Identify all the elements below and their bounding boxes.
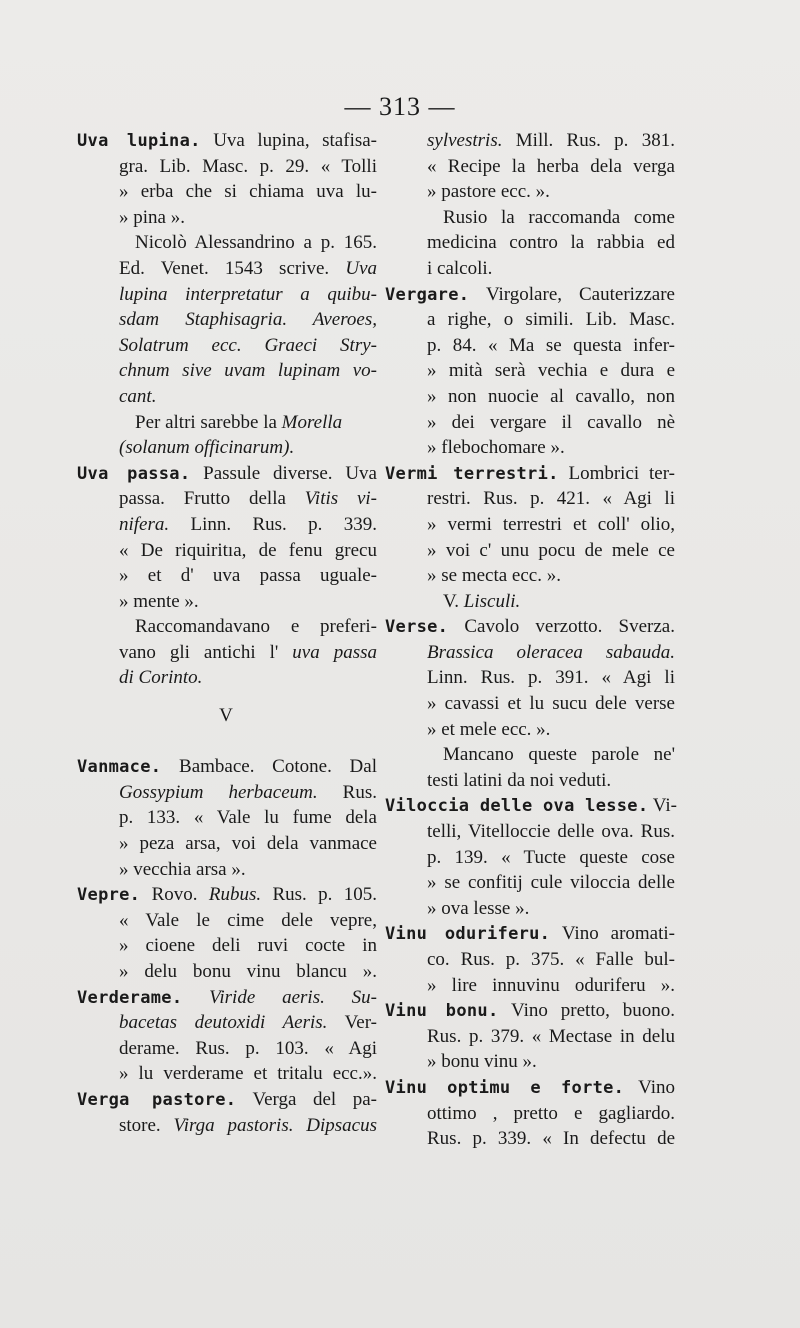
text-line: p. 84. « Ma se questa infer- [427, 334, 675, 356]
text-line: Solatrum ecc. Graeci Stry- [119, 334, 377, 356]
text-line: derame. Rus. p. 103. « Agi [119, 1037, 377, 1059]
text-line: » non nuocie al cavallo, non [427, 385, 675, 407]
text-line: Nicolò Alessandrino a p. 165. [135, 232, 377, 254]
text-line: ottimo , pretto e gagliardo. [427, 1102, 675, 1124]
text-line: « Recipe la herba dela verga [427, 155, 675, 177]
right-column [385, 128, 675, 1152]
text-line: Viloccia delle ova lesse. Vi- [385, 795, 677, 817]
text-line: » peza arsa, voi dela vanmace [119, 833, 377, 855]
text-line: Mancano queste parole ne' [443, 744, 675, 766]
text-line: » vecchia arsa ». [119, 858, 246, 880]
section-letter: V [219, 705, 233, 727]
text-line: a righe, o simili. Lib. Masc. [427, 309, 675, 331]
entry-headword: Vepre. [77, 885, 141, 906]
text-line: i calcoli. [427, 257, 493, 279]
text-line: Rusio la raccomanda come [443, 206, 675, 228]
text-line: cant. [119, 385, 157, 407]
text-line: Uva lupina. Uva lupina, stafisa- [77, 130, 378, 151]
entry-headword: Vinu oduriferu. [385, 924, 551, 945]
text-line: » lu verderame et tritalu ecc.». [119, 1063, 377, 1085]
text-line: Rus. p. 379. « Mectase in delu [427, 1025, 675, 1047]
entry-headword: Verga pastore. [77, 1089, 237, 1110]
text-line: » bonu vinu ». [427, 1051, 537, 1073]
text-line: telli, Vitelloccie delle ova. Rus. [427, 821, 675, 843]
text-line: nifera. Linn. Rus. p. 339. [119, 513, 377, 535]
text-line: » pina ». [119, 206, 185, 228]
entry-headword: Vinu bonu. [385, 1001, 499, 1022]
entry-headword: Uva passa. [77, 463, 191, 484]
text-line: « De riquiritıa, de fenu grecu [119, 539, 377, 561]
text-line: di Corinto. [119, 667, 203, 689]
text-line: gra. Lib. Masc. p. 29. « Tolli [119, 155, 377, 177]
text-line: passa. Frutto della Vitis vi- [119, 488, 377, 510]
text-line: Brassica oleracea sabauda. [427, 641, 675, 663]
text-line: Vepre. Rovo. Rubus. Rus. p. 105. [77, 884, 377, 906]
text-line: medicina contro la rabbia ed [427, 232, 675, 254]
entry-headword: Verse. [385, 617, 449, 638]
text-line: chnum sive uvam lupinam vo- [119, 360, 377, 382]
text-line: « Vale le cime dele vepre, [119, 909, 377, 931]
text-line: » et d' uva passa uguale- [119, 565, 377, 587]
entry-headword: Verderame. [77, 987, 183, 1008]
page-number: — 313 — [344, 92, 456, 121]
text-line: » se confitij cule viloccia delle [427, 872, 675, 894]
text-line: store. Virga pastoris. Dipsacus [119, 1114, 377, 1136]
text-line: » se mecta ecc. ». [427, 565, 561, 587]
text-line: V. Lisculi. [443, 590, 521, 612]
text-line: Ed. Venet. 1543 scrive. Uva [119, 257, 377, 279]
text-line: Raccomandavano e preferi- [135, 616, 377, 638]
text-line: (solanum officinarum). [119, 437, 295, 459]
text-line: sdam Staphisagria. Averoes, [119, 309, 377, 331]
text-line: bacetas deutoxidi Aeris. Ver- [119, 1012, 377, 1034]
text-line: » dei vergare il cavallo nè [427, 411, 675, 433]
text-line: Rus. p. 339. « In defectu de [427, 1128, 675, 1150]
text-line: Per altri sarebbe la Morella [135, 411, 343, 433]
text-line: p. 133. « Vale lu fume dela [119, 807, 377, 829]
text-line: » et mele ecc. ». [427, 718, 551, 740]
text-line: vano gli antichi l' uva passa [119, 641, 377, 663]
text-line: co. Rus. p. 375. « Falle bul- [427, 949, 675, 970]
text-line: p. 139. « Tucte queste cose [427, 846, 675, 868]
text-line: Vermi terrestri. Lombrici ter- [385, 462, 675, 484]
text-line: » pastore ecc. ». [427, 181, 550, 203]
text-line: Verse. Cavolo verzotto. Sverza. [385, 616, 675, 638]
text-line: Linn. Rus. p. 391. « Agi li [427, 667, 675, 689]
text-line: testi latini da noi veduti. [427, 769, 612, 791]
text-line: » flebochomare ». [427, 437, 565, 459]
text-line: Verderame. Viride aeris. Su- [77, 986, 377, 1008]
text-line: lupina interpretatur a quibu- [119, 283, 377, 305]
entry-headword: Viloccia delle ova lesse. [385, 796, 649, 817]
text-line: » mità serà vechia e dura e [427, 360, 675, 382]
text-line: Vanmace. Bambace. Cotone. Dal [77, 756, 377, 778]
text-line: Vinu bonu. Vino pretto, buono. [385, 1000, 675, 1022]
text-line: » erba che si chiama uva lu- [119, 181, 377, 203]
text-line: » mente ». [119, 590, 199, 612]
entry-headword: Vergare. [385, 284, 470, 305]
entry-headword: Vinu optimu e forte. [385, 1077, 625, 1098]
text-line: Vinu optimu e forte. Vino [385, 1076, 676, 1098]
text-line: » lire innuvinu oduriferu ». [427, 974, 675, 996]
entry-headword: Uva lupina. [77, 131, 201, 151]
text-line: Vergare. Virgolare, Cauterizzare [385, 283, 675, 305]
entry-headword: Vermi terrestri. [385, 463, 559, 484]
text-line: Verga pastore. Verga del pa- [77, 1088, 377, 1110]
text-line: sylvestris. Mill. Rus. p. 381. [427, 130, 675, 151]
text-line: restri. Rus. p. 421. « Agi li [427, 488, 675, 510]
text-line: » cioene deli ruvi cocte in [119, 935, 377, 957]
text-line: » delu bonu vinu blancu ». [119, 961, 377, 982]
text-line: » vermi terrestri et coll' olio, [427, 513, 675, 535]
text-line: Gossypium herbaceum. Rus. [119, 781, 377, 803]
left-column [77, 128, 377, 1138]
text-line: Uva passa. Passule diverse. Uva [77, 462, 377, 484]
text-line: » cavassi et lu sucu dele verse [427, 693, 675, 715]
text-line: » ova lesse ». [427, 897, 530, 919]
text-line: Vinu oduriferu. Vino aromati- [385, 923, 676, 945]
text-line: » voi c' unu pocu de mele ce [427, 539, 675, 561]
entry-headword: Vanmace. [77, 757, 162, 778]
